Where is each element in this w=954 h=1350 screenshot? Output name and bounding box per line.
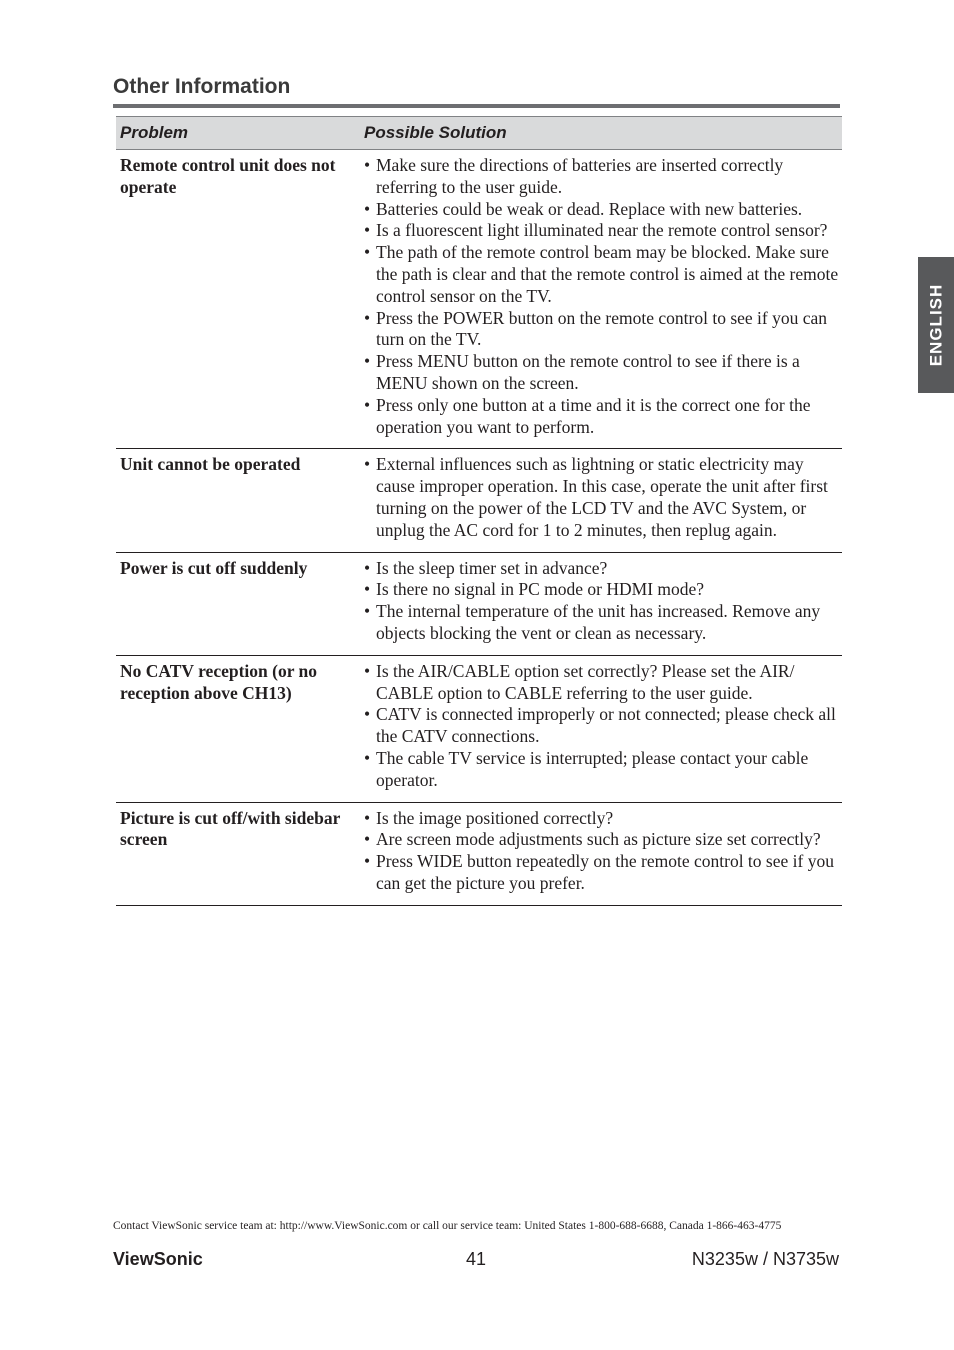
- bullet-icon: •: [364, 747, 371, 768]
- solution-text: Is the sleep timer set in advance?: [376, 557, 608, 578]
- bullet-icon: •: [364, 351, 371, 372]
- solution-item: [364, 454, 842, 541]
- solution-item: [364, 851, 842, 895]
- solution-item: [364, 661, 842, 705]
- solution-item: [364, 242, 842, 307]
- solution-cell: [354, 655, 842, 802]
- bullet-icon: •: [364, 242, 371, 263]
- bullet-icon: •: [364, 307, 371, 328]
- solution-cell: [354, 552, 842, 655]
- problem-cell: Picture is cut off/with sidebar screen: [116, 802, 354, 905]
- bullet-icon: •: [364, 394, 371, 415]
- solution-text: Press the POWER button on the remote control to see if you can turn on the TV.: [376, 307, 828, 350]
- solution-item: [364, 579, 842, 601]
- solution-item: [364, 558, 842, 580]
- bullet-icon: •: [364, 601, 371, 622]
- solution-cell: [354, 449, 842, 552]
- solution-item: [364, 351, 842, 395]
- solution-item: [364, 704, 842, 748]
- page-number: 41: [466, 1249, 487, 1269]
- bullet-icon: •: [364, 557, 371, 578]
- solution-text: The path of the remote control beam may be blocked. Make sure the path is clear and that the remote control is aimed at the remote control sensor on the TV.: [376, 242, 839, 306]
- model-number: N3235w / N3735w: [691, 1249, 839, 1269]
- table-row: [116, 449, 842, 552]
- solution-text: Is the image positioned correctly?: [376, 807, 614, 828]
- bullet-icon: •: [364, 851, 371, 872]
- bullet-icon: •: [364, 155, 371, 175]
- solution-item: [364, 829, 842, 851]
- solution-text: Is the AIR/CABLE option set correctly? Please set the AIR/ CABLE option to CABLE referring to the user guide.: [376, 660, 795, 703]
- solution-cell: [354, 802, 842, 905]
- problem-cell: Remote control unit does not operate: [116, 150, 354, 449]
- table-row: [116, 552, 842, 655]
- solution-item: [364, 199, 842, 221]
- solution-text: Is a fluorescent light illuminated near the remote control sensor?: [376, 220, 828, 241]
- bullet-icon: •: [364, 220, 371, 241]
- problem-cell: Unit cannot be operated: [116, 449, 354, 552]
- solution-text: Make sure the directions of batteries are inserted correctly referring to the user guide.: [376, 155, 784, 197]
- header-possible-solution: Possible Solution: [354, 117, 842, 150]
- solution-text: The internal temperature of the unit has increased. Remove any objects blocking the vent or clean as necessary.: [376, 601, 821, 643]
- solution-text: Batteries could be weak or dead. Replace with new batteries.: [376, 198, 803, 219]
- footer-brand: ViewSonic: [113, 1249, 203, 1269]
- contact-line: Contact ViewSonic service team at: http://www.ViewSonic.com or call our service team: United States 1-800-688-6688, Canada 1-866-463-4775: [113, 1220, 782, 1232]
- table-row: [116, 802, 842, 905]
- solution-text: Are screen mode adjustments such as picture size set correctly?: [376, 829, 821, 850]
- troubleshooting-table: [116, 116, 842, 906]
- solution-text: Press MENU button on the remote control to see if there is a MENU shown on the screen.: [376, 351, 800, 393]
- bullet-icon: •: [364, 829, 371, 850]
- solution-item: [364, 601, 842, 645]
- table-row: [116, 655, 842, 802]
- table-row: [116, 150, 842, 449]
- solution-text: Press only one button at a time and it is the correct one for the operation you want to perform.: [376, 394, 811, 437]
- solution-item: [364, 748, 842, 792]
- bullet-icon: •: [364, 454, 371, 475]
- section-title: Other Information: [113, 75, 291, 98]
- solution-text: External influences such as lightning or static electricity may cause improper operation. In this case, operate the unit after first turning on the power of the LCD TV and the AVC System, or unplug the AC cord for 1 to 2 minutes, then replug again.: [376, 454, 828, 540]
- solution-item: [364, 220, 842, 242]
- bullet-icon: •: [364, 807, 371, 828]
- solution-text: Press WIDE button repeatedly on the remote control to see if you can get the picture you prefer.: [376, 851, 834, 893]
- title-rule: [113, 104, 840, 108]
- bullet-icon: •: [364, 198, 371, 219]
- solution-item: [364, 155, 842, 199]
- solution-item: [364, 395, 842, 439]
- bullet-icon: •: [364, 579, 371, 600]
- solution-item: [364, 308, 842, 352]
- solution-text: The cable TV service is interrupted; please contact your cable operator.: [376, 747, 809, 790]
- table-body: [116, 150, 842, 906]
- solution-cell: [354, 150, 842, 449]
- problem-cell: No CATV reception (or no reception above CH13): [116, 655, 354, 802]
- header-problem: Problem: [116, 117, 354, 150]
- language-tab: [918, 257, 954, 393]
- solution-text: Is there no signal in PC mode or HDMI mode?: [376, 579, 705, 600]
- solution-item: [364, 808, 842, 830]
- table-header-row: [116, 117, 842, 150]
- language-tab-label: ENGLISH: [926, 283, 945, 367]
- bullet-icon: •: [364, 704, 371, 725]
- problem-cell: Power is cut off suddenly: [116, 552, 354, 655]
- bullet-icon: •: [364, 660, 371, 681]
- solution-text: CATV is connected improperly or not connected; please check all the CATV connections.: [376, 704, 836, 747]
